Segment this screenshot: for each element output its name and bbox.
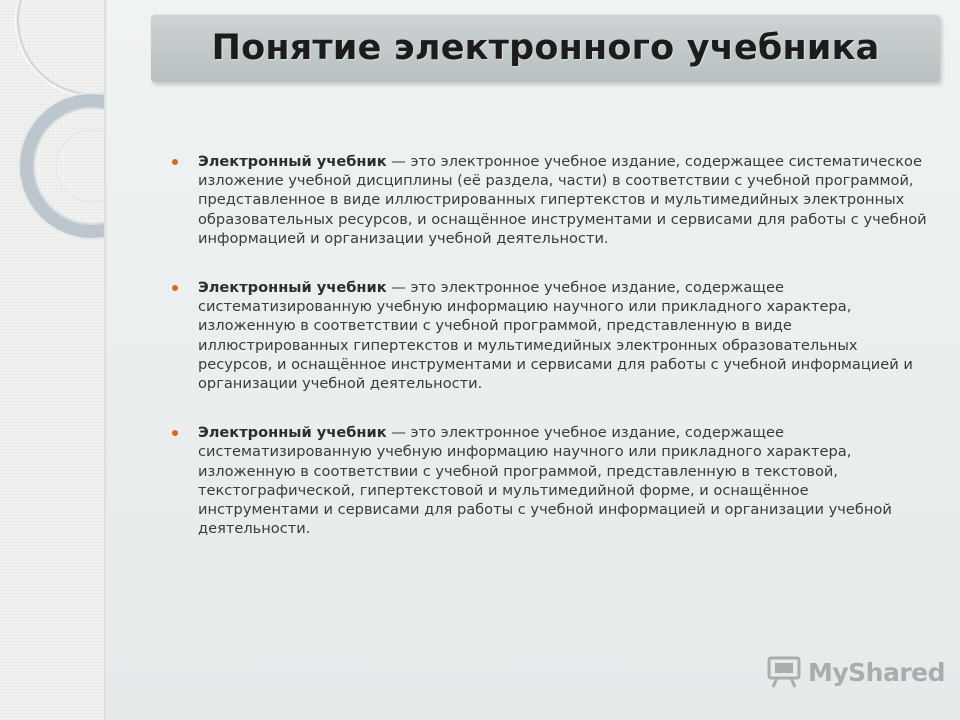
bullet-text: — это электронное учебное издание, содержащее систематическое изложение учебной дисциплины (её раздела, части) в соответствии с учебной программой, представленное в виде иллюстрированных гипертекстов и мультимедийных электронных образовательных ресурсов, и оснащённое инструментами и сервисами для работы с учебной информацией и организации учебной деятельности. xyxy=(198,153,927,247)
list-item xyxy=(170,278,930,393)
decorative-rings xyxy=(0,0,107,720)
title-bar xyxy=(151,14,940,82)
projector-icon xyxy=(766,656,802,688)
watermark-text: MyShared xyxy=(808,657,946,687)
bullet-list xyxy=(170,152,930,568)
list-item xyxy=(170,423,930,538)
bullet-icon xyxy=(172,159,178,165)
bullet-term: Электронный учебник xyxy=(198,424,387,442)
watermark xyxy=(766,656,945,688)
decorative-side-panel xyxy=(0,0,107,720)
bullet-term: Электронный учебник xyxy=(198,153,387,170)
bullet-icon xyxy=(172,285,178,291)
page-title: Понятие электронного учебника xyxy=(211,28,880,68)
bullet-text: — это электронное учебное издание, содержащее систематизированную учебную информацию научного или прикладного характера, изложенную в соответствии с учебной программой, представленную в виде иллюстрированных гипертекстов и мультимедийных электронных образовательных ресурсов, и оснащённое инструментами и сервисами для работы с учебной информацией и организации учебной деятельности. xyxy=(198,279,913,393)
bullet-text: — это электронное учебное издание, содержащее систематизированную учебную информацию научного или прикладного характера, изложенную в соответствии с учебной программой, представленную в текстовой, текстографической, гипертекстовой и мультимедийной форме, и оснащённое инструментами и сервисами для работы с учебной информацией и организации учебной деятельности. xyxy=(198,424,892,538)
list-item xyxy=(170,152,930,248)
bullet-term: Электронный учебник xyxy=(198,279,387,297)
bullet-icon xyxy=(172,430,178,436)
